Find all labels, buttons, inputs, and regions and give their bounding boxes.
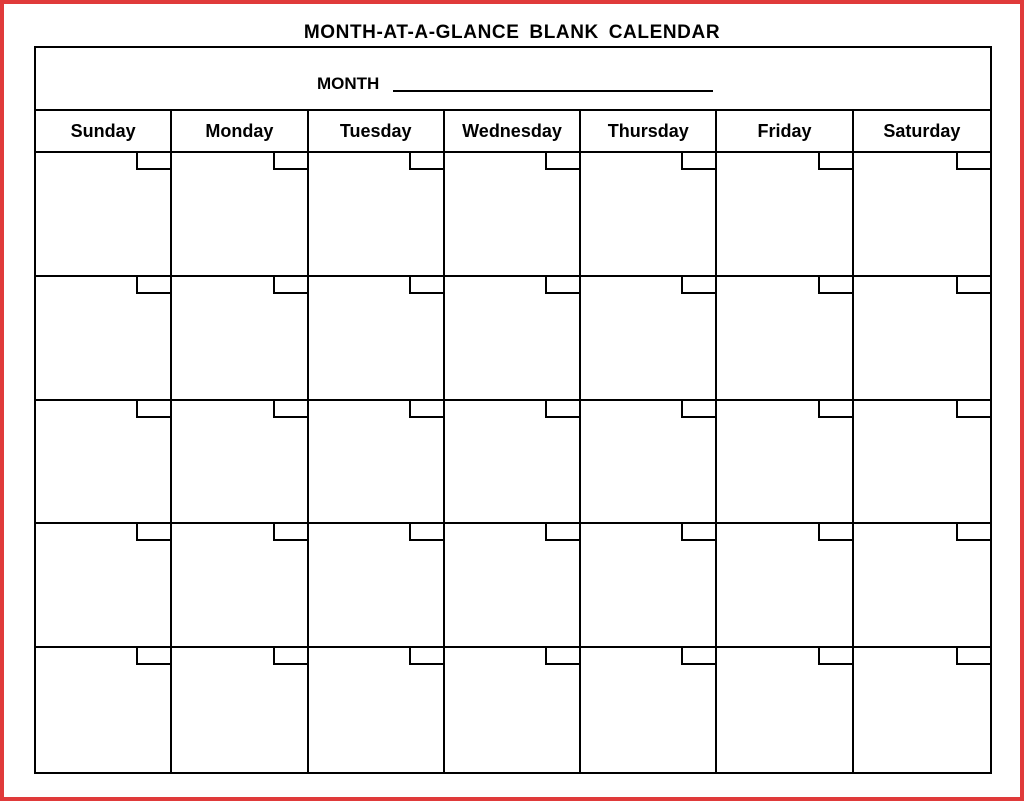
date-number-box[interactable] [545,401,579,418]
weekday-header-thursday: Thursday [581,111,717,153]
date-number-box[interactable] [409,153,443,170]
date-number-box[interactable] [136,648,170,665]
date-number-box[interactable] [136,524,170,541]
day-cell[interactable] [581,524,717,648]
day-cell[interactable] [581,648,717,772]
day-cell[interactable] [36,524,172,648]
day-cell[interactable] [445,153,581,277]
day-cell[interactable] [309,277,445,401]
date-number-box[interactable] [681,401,715,418]
weekday-header-sunday: Sunday [36,111,172,153]
date-number-box[interactable] [956,648,990,665]
weekday-header-saturday: Saturday [854,111,990,153]
date-number-box[interactable] [681,524,715,541]
month-row [36,48,990,111]
weekday-header-wednesday: Wednesday [445,111,581,153]
day-cell[interactable] [172,648,308,772]
date-number-box[interactable] [409,401,443,418]
day-cell[interactable] [309,153,445,277]
day-cell[interactable] [445,524,581,648]
month-write-in-line[interactable] [393,90,713,92]
day-cell[interactable] [581,277,717,401]
date-number-box[interactable] [956,153,990,170]
date-number-box[interactable] [956,524,990,541]
date-number-box[interactable] [273,153,307,170]
date-number-box[interactable] [681,648,715,665]
day-cell[interactable] [172,277,308,401]
date-number-box[interactable] [409,524,443,541]
date-number-box[interactable] [273,401,307,418]
date-number-box[interactable] [818,401,852,418]
day-cell[interactable] [309,524,445,648]
date-number-box[interactable] [681,277,715,294]
day-cell[interactable] [445,401,581,525]
day-cell[interactable] [36,153,172,277]
day-cell[interactable] [717,524,853,648]
day-cell[interactable] [172,153,308,277]
date-number-box[interactable] [273,648,307,665]
day-cell[interactable] [309,401,445,525]
date-number-box[interactable] [956,401,990,418]
day-cell[interactable] [854,153,990,277]
date-number-box[interactable] [818,153,852,170]
date-number-box[interactable] [136,277,170,294]
day-cell[interactable] [581,401,717,525]
day-cell[interactable] [854,401,990,525]
date-number-box[interactable] [273,524,307,541]
day-cell[interactable] [36,277,172,401]
date-number-box[interactable] [545,153,579,170]
date-number-box[interactable] [545,648,579,665]
date-number-box[interactable] [818,277,852,294]
date-number-box[interactable] [545,524,579,541]
day-cell[interactable] [854,524,990,648]
weekday-header-monday: Monday [172,111,308,153]
date-number-box[interactable] [409,277,443,294]
calendar-grid [36,111,990,772]
date-number-box[interactable] [818,648,852,665]
month-label: MONTH [317,74,380,93]
calendar [34,46,992,774]
date-number-box[interactable] [956,277,990,294]
day-cell[interactable] [717,401,853,525]
date-number-box[interactable] [545,277,579,294]
day-cell[interactable] [717,648,853,772]
weekday-header-friday: Friday [717,111,853,153]
day-cell[interactable] [717,153,853,277]
day-cell[interactable] [172,524,308,648]
day-cell[interactable] [172,401,308,525]
weekday-header-tuesday: Tuesday [309,111,445,153]
day-cell[interactable] [309,648,445,772]
day-cell[interactable] [717,277,853,401]
day-cell[interactable] [445,277,581,401]
day-cell[interactable] [581,153,717,277]
day-cell[interactable] [854,277,990,401]
date-number-box[interactable] [818,524,852,541]
date-number-box[interactable] [136,401,170,418]
date-number-box[interactable] [273,277,307,294]
date-number-box[interactable] [136,153,170,170]
day-cell[interactable] [854,648,990,772]
day-cell[interactable] [36,401,172,525]
date-number-box[interactable] [409,648,443,665]
page-title: MONTH-AT-A-GLANCE BLANK CALENDAR [303,22,721,43]
date-number-box[interactable] [681,153,715,170]
day-cell[interactable] [36,648,172,772]
day-cell[interactable] [445,648,581,772]
